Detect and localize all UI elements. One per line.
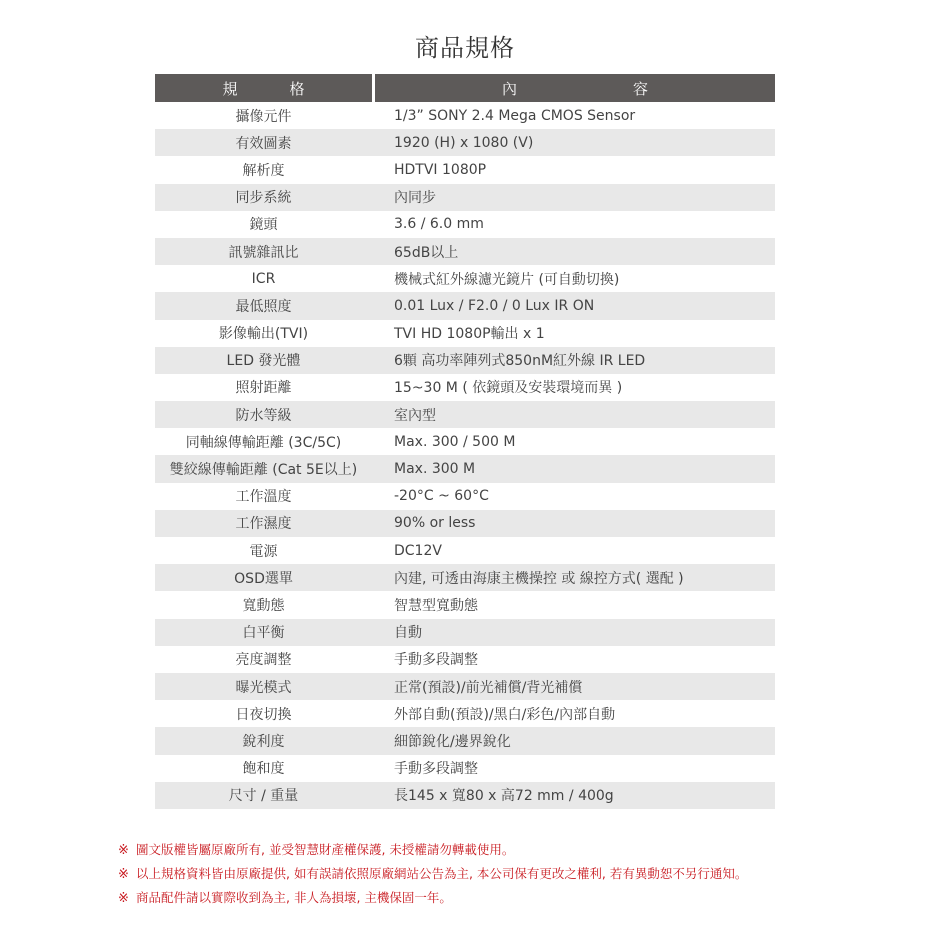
spec-name: 銳利度 — [242, 733, 285, 750]
note-item — [118, 886, 898, 910]
table-row — [155, 700, 775, 727]
table-row — [155, 102, 775, 129]
table-row — [155, 591, 775, 618]
spec-name: OSD選單 — [234, 570, 293, 587]
spec-value: DC12V — [394, 542, 442, 559]
spec-value: 手動多段調整 — [394, 761, 478, 778]
spec-value: 65dB以上 — [394, 244, 459, 261]
header-content-cell — [375, 74, 775, 102]
page-title: 商品規格 — [415, 34, 515, 62]
table-row — [155, 347, 775, 374]
note-item — [118, 862, 898, 886]
table-row — [155, 755, 775, 782]
note-item — [118, 838, 898, 862]
table-row — [155, 483, 775, 510]
table-row — [155, 265, 775, 292]
spec-value: 智慧型寬動態 — [394, 597, 478, 614]
spec-value: 內建, 可透由海康主機操控 或 線控方式( 選配 ) — [394, 570, 684, 587]
spec-name: 飽和度 — [242, 761, 285, 778]
table-row — [155, 238, 775, 265]
table-row — [155, 727, 775, 754]
spec-value: 1920 (H) x 1080 (V) — [394, 134, 534, 151]
note-text: 以上規格資料皆由原廠提供, 如有誤請依照原廠網站公告為主, 本公司保有更改之權利, 若有異動恕不另行通知。 — [136, 866, 748, 881]
spec-name: 攝像元件 — [235, 108, 292, 125]
header-spec-char-1: 規 — [222, 79, 238, 98]
spec-value: 室內型 — [394, 407, 436, 424]
table-row — [155, 184, 775, 211]
spec-value: 90% or less — [394, 515, 476, 532]
spec-name: 電源 — [249, 543, 278, 560]
spec-value: 15~30 M ( 依鏡頭及安裝環境而異 ) — [394, 380, 623, 397]
spec-value: Max. 300 / 500 M — [394, 433, 516, 450]
spec-name: 曝光模式 — [235, 679, 292, 696]
spec-name: 有效圖素 — [235, 135, 292, 152]
spec-name: ICR — [251, 270, 276, 287]
spec-value: HDTVI 1080P — [394, 161, 487, 178]
spec-value: 手動多段調整 — [394, 652, 478, 669]
table-row — [155, 646, 775, 673]
spec-value: 3.6 / 6.0 mm — [394, 216, 484, 233]
table-row — [155, 156, 775, 183]
spec-name: LED 發光體 — [226, 353, 301, 370]
table-row — [155, 782, 775, 809]
table-header — [155, 74, 775, 102]
table-row — [155, 510, 775, 537]
spec-name: 最低照度 — [235, 298, 292, 315]
spec-name: 工作濕度 — [235, 516, 292, 533]
spec-name: 訊號雜訊比 — [228, 244, 299, 261]
spec-name: 防水等級 — [235, 407, 292, 424]
header-spec-char-2: 格 — [289, 79, 305, 98]
note-mark: ※ — [118, 843, 129, 858]
spec-name: 同軸線傳輸距離 (3C/5C) — [185, 434, 342, 451]
spec-value: TVI HD 1080P輸出 x 1 — [394, 326, 545, 343]
spec-value: 正常(預設)/前光補償/背光補償 — [394, 679, 583, 696]
table-row — [155, 292, 775, 319]
spec-value: 0.01 Lux / F2.0 / 0 Lux IR ON — [394, 297, 595, 314]
header-content-char-1: 內 — [501, 79, 517, 98]
table-row — [155, 374, 775, 401]
header-spec-cell — [155, 74, 372, 102]
table-row — [155, 320, 775, 347]
spec-value: 內同步 — [394, 190, 436, 207]
spec-name: 亮度調整 — [235, 652, 292, 669]
note-mark: ※ — [118, 891, 129, 906]
spec-value: 6顆 高功率陣列式850nM紅外線 IR LED — [394, 353, 646, 370]
spec-name: 照射距離 — [235, 380, 292, 397]
table-row — [155, 428, 775, 455]
spec-name: 日夜切換 — [235, 706, 292, 723]
note-text: 圖文版權皆屬原廠所有, 並受智慧財產權保護, 未授權請勿轉載使用。 — [136, 842, 515, 857]
spec-name: 同步系統 — [235, 190, 292, 207]
spec-name: 工作溫度 — [235, 489, 292, 506]
table-row — [155, 619, 775, 646]
spec-name: 白平衡 — [242, 625, 285, 642]
spec-value: 外部自動(預設)/黑白/彩色/內部自動 — [394, 706, 616, 723]
spec-value: 長145 x 寬80 x 高72 mm / 400g — [394, 788, 614, 805]
spec-value: 細節銳化/邊界銳化 — [394, 733, 511, 750]
spec-name: 鏡頭 — [249, 217, 278, 234]
header-content-char-2: 容 — [633, 79, 649, 98]
spec-name: 影像輸出(TVI) — [218, 326, 309, 343]
table-body — [155, 102, 775, 809]
table-row — [155, 673, 775, 700]
spec-value: Max. 300 M — [394, 461, 476, 478]
table-row — [155, 564, 775, 591]
table-row — [155, 401, 775, 428]
spec-value: 自動 — [394, 625, 422, 642]
spec-name: 雙絞線傳輸距離 (Cat 5E以上) — [169, 462, 358, 479]
note-text: 商品配件請以實際收到為主, 非人為損壞, 主機保固一年。 — [136, 890, 452, 905]
spec-name: 寬動態 — [242, 597, 285, 614]
table-row — [155, 537, 775, 564]
table-row — [155, 455, 775, 482]
spec-name: 尺寸 / 重量 — [228, 788, 299, 805]
spec-value: 機械式紅外線濾光鏡片 (可自動切換) — [394, 271, 620, 288]
spec-name: 解析度 — [242, 162, 285, 179]
spec-value: 1/3” SONY 2.4 Mega CMOS Sensor — [394, 107, 636, 124]
table-row — [155, 211, 775, 238]
spec-table — [155, 74, 775, 809]
notes-section — [118, 838, 898, 910]
table-row — [155, 129, 775, 156]
note-mark: ※ — [118, 867, 129, 882]
spec-value: -20°C ~ 60°C — [394, 488, 489, 505]
